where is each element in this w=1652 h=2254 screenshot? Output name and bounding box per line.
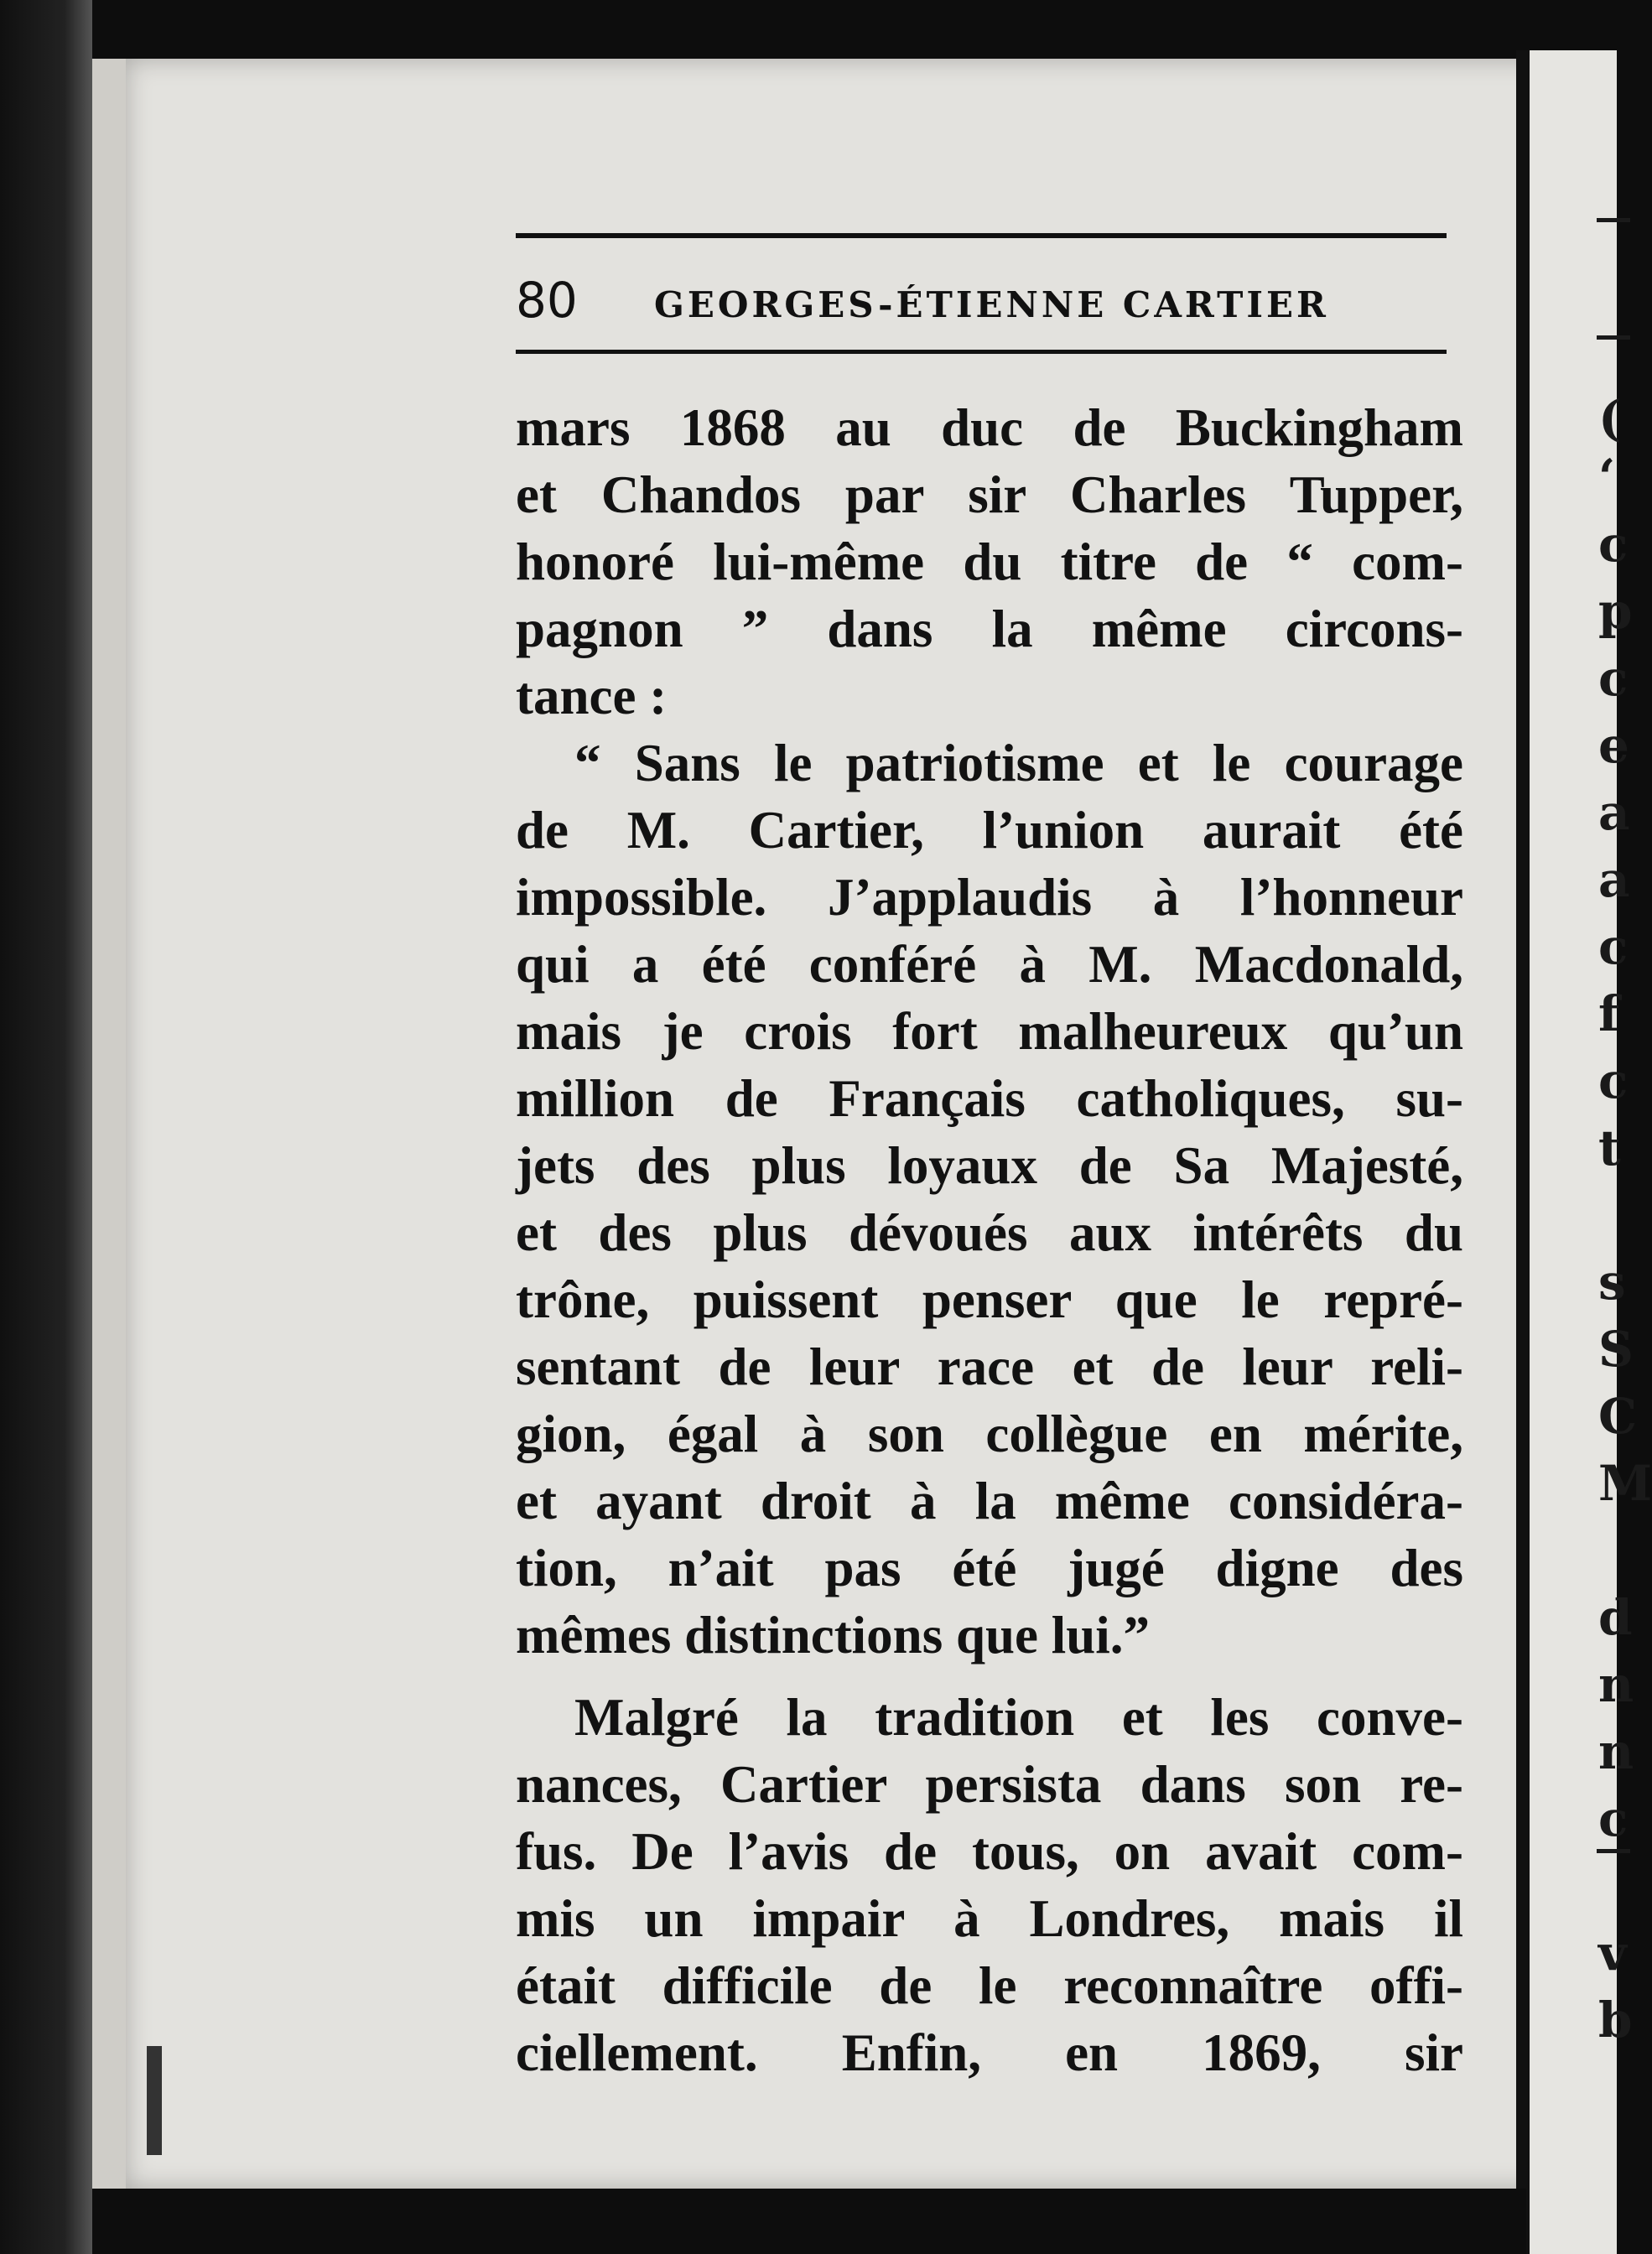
page-number: 80 <box>516 272 578 329</box>
header-top-rule <box>516 233 1447 238</box>
next-page-glyph: d <box>1598 1589 1633 1646</box>
text-line: sentant de leur race et de leur reli- <box>516 1337 1463 1396</box>
next-page-glyph: a <box>1598 784 1630 841</box>
text-line: de M. Cartier, l’union aurait été <box>516 801 1463 860</box>
next-page-glyph: M <box>1598 1455 1652 1512</box>
text-line: fus. De l’avis de tous, on avait com- <box>516 1822 1463 1881</box>
next-page-glyph: c <box>1598 650 1629 707</box>
next-page-glyph: p <box>1598 583 1633 640</box>
next-page-glyph: f <box>1598 985 1619 1042</box>
text-line: mars 1868 au duc de Buckingham <box>516 398 1463 457</box>
book-binding <box>0 0 92 2254</box>
text-line: et ayant droit à la même considéra- <box>516 1472 1463 1530</box>
next-page-rule <box>1597 218 1630 222</box>
quote-start-line: “ Sans le patriotisme et le courage <box>574 734 1463 792</box>
page-edge-mark <box>147 2046 162 2155</box>
text-line: honoré lui-même du titre de “ com- <box>516 532 1463 591</box>
next-page-glyph: C <box>1598 1388 1638 1445</box>
header-bottom-rule <box>516 350 1447 354</box>
next-page-glyph: s <box>1598 1254 1626 1311</box>
next-page-rule <box>1597 335 1630 340</box>
text-line: mis un impair à Londres, mais il <box>516 1889 1463 1948</box>
text-line: pagnon ” dans la même circons- <box>516 600 1463 658</box>
text-line: trône, puissent penser que le repré- <box>516 1270 1463 1329</box>
next-page-glyph: e <box>1598 717 1629 774</box>
quote-end-line: mêmes distinctions que lui.” <box>516 1606 1151 1665</box>
next-page-glyph: v <box>1598 1924 1627 1981</box>
paragraph-start-line: Malgré la tradition et les conve- <box>574 1688 1463 1747</box>
next-page-glyph: b <box>1598 1992 1633 2049</box>
next-page-glyph: ‘ <box>1598 449 1616 506</box>
text-line: était difficile de le reconnaître offi- <box>516 1956 1463 2015</box>
text-line: et des plus dévoués aux intérêts du <box>516 1203 1463 1262</box>
next-page-rule <box>1597 1849 1630 1853</box>
text-line: mais je crois fort malheureux qu’un <box>516 1002 1463 1061</box>
text-line: qui a été conféré à M. Macdonald, <box>516 935 1463 994</box>
next-page-glyph: t <box>1598 1119 1621 1176</box>
next-page-glyph: S <box>1598 1321 1634 1378</box>
next-page-glyph: n <box>1598 1656 1634 1713</box>
next-page-glyph: ( <box>1598 390 1622 447</box>
body-text <box>516 394 1463 2086</box>
page-gutter <box>1516 50 1530 2254</box>
text-line: million de Français catholiques, su- <box>516 1069 1463 1128</box>
next-page-glyph: c <box>1598 918 1629 975</box>
text-line: impossible. J’applaudis à l’honneur <box>516 868 1463 927</box>
page-header <box>516 267 1447 334</box>
text-line: tion, n’ait pas été jugé digne des <box>516 1539 1463 1597</box>
next-page-glyph: n <box>1598 1723 1634 1780</box>
next-page-glyph: c <box>1598 516 1629 573</box>
text-line: ciellement. Enfin, en 1869, sir <box>516 2023 1463 2082</box>
next-page-glyph: c <box>1598 1790 1629 1847</box>
text-line: gion, égal à son collègue en mérite, <box>516 1405 1463 1463</box>
text-line: et Chandos par sir Charles Tupper, <box>516 465 1463 524</box>
text-line: nances, Cartier persista dans son re- <box>516 1755 1463 1814</box>
next-page-edge <box>1530 50 1652 2254</box>
next-page-glyph: c <box>1598 1052 1629 1109</box>
text-line: jets des plus loyaux de Sa Majesté, <box>516 1136 1463 1195</box>
next-page-glyph: a <box>1598 851 1630 908</box>
bottom-margin <box>92 2189 1526 2254</box>
text-line: tance : <box>516 667 668 725</box>
running-title: GEORGES-ÉTIENNE CARTIER <box>654 284 1329 325</box>
